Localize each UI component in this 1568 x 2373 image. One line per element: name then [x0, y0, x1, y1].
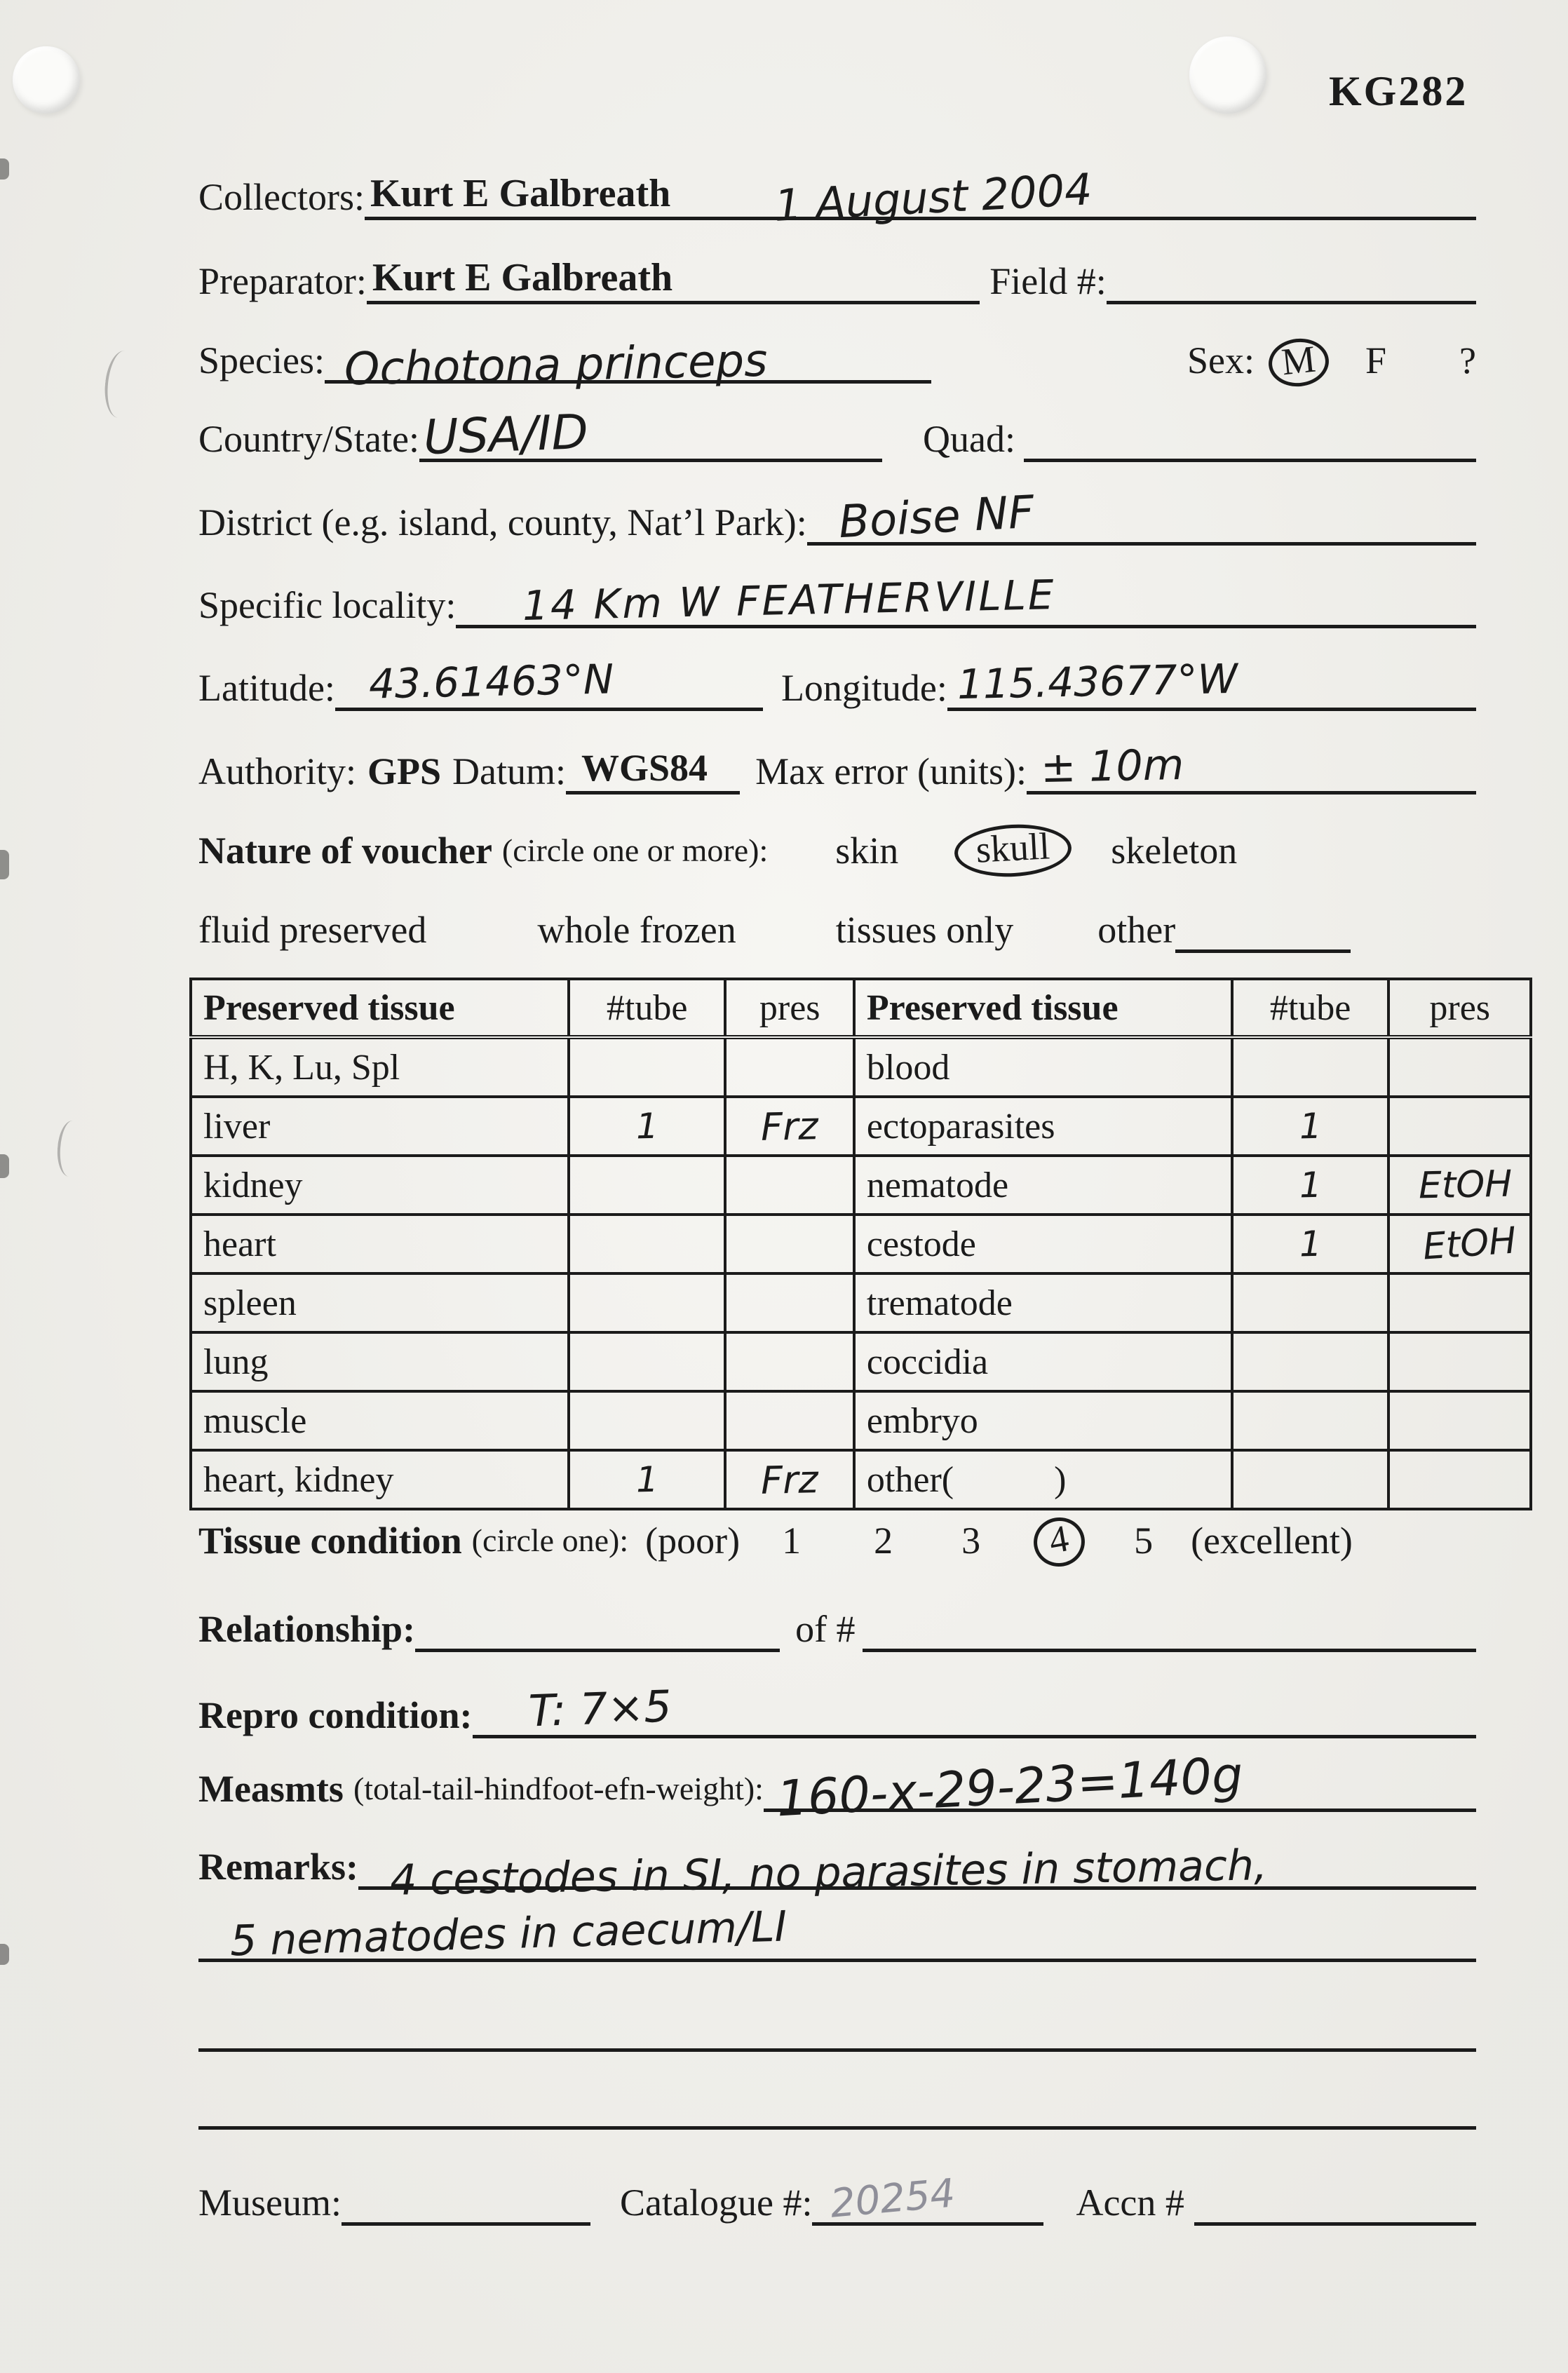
table-row	[191, 1215, 1531, 1273]
tissue-cell: heart	[191, 1215, 569, 1273]
tissue-cell: trematode	[854, 1273, 1232, 1332]
voucher-option-tissues: tissues only	[835, 909, 1014, 951]
punch-hole	[1189, 36, 1266, 114]
voucher-sub-label: (circle one or more):	[501, 832, 769, 868]
tissue-cell: ectoparasites	[854, 1097, 1232, 1156]
punch-hole	[13, 46, 80, 114]
relationship-blank	[415, 1602, 780, 1652]
species-row	[198, 334, 1476, 396]
tube-cell	[1232, 1156, 1389, 1215]
catalogue-blank	[812, 2170, 1043, 2227]
table-header-row	[191, 979, 1531, 1037]
collectors-date-handwriting: 1 August 2004	[773, 163, 1094, 231]
tube-cell	[1232, 1273, 1389, 1332]
scale-2: 2	[874, 1520, 893, 1562]
remarks-label: Remarks:	[198, 1846, 358, 1888]
pres-handwriting: Frz	[760, 1103, 819, 1149]
museum-label: Museum:	[198, 2182, 342, 2224]
tube-cell	[1232, 1450, 1389, 1509]
pres-cell	[725, 1391, 853, 1450]
tube-count-handwriting: 1	[1299, 1223, 1323, 1264]
authority-label: Authority:	[198, 750, 356, 792]
accn-label: Accn #	[1076, 2182, 1184, 2224]
page-code: KG282	[1329, 68, 1468, 114]
measmts-handwriting: 160-x-29-23=140g	[775, 1745, 1245, 1828]
district-blank	[807, 486, 1476, 549]
tissue-cell: kidney	[191, 1156, 569, 1215]
preparator-row	[198, 258, 1476, 304]
tissue-cell: blood	[854, 1037, 1232, 1097]
scale-1: 1	[782, 1520, 802, 1562]
remarks-handwriting-line1: 4 cestodes in SI, no parasites in stomach,	[389, 1841, 1268, 1905]
scan-edge-mark	[0, 1944, 9, 1965]
locality-label: Specific locality:	[198, 584, 457, 626]
tissue-condition-row	[198, 1517, 1476, 1564]
scale-4-circled	[1034, 1517, 1085, 1564]
tube-cell	[569, 1332, 726, 1391]
preparator-typed-value: Kurt E Galbreath	[367, 255, 678, 304]
header-tube: #tube	[1232, 979, 1389, 1037]
collectors-typed-value: Kurt E Galbreath	[365, 170, 676, 220]
locality-handwriting: 14 Km W FEATHERVILLE	[522, 571, 1057, 630]
scan-edge-mark	[0, 1154, 9, 1178]
stray-mark	[102, 349, 141, 419]
tube-cell	[569, 1215, 726, 1273]
pres-cell	[725, 1156, 853, 1215]
pres-handwriting: EtOH	[1418, 1163, 1513, 1208]
latitude-blank	[335, 655, 763, 711]
voucher-option-fluid: fluid preserved	[198, 909, 427, 951]
collectors-row	[198, 163, 1476, 231]
circle-annotation: 4	[1030, 1513, 1089, 1571]
max-error-label: Max error (units):	[755, 750, 1027, 792]
field-number-label: Field #:	[989, 260, 1107, 302]
scan-edge-mark	[0, 850, 9, 879]
sex-label: Sex:	[1187, 339, 1255, 381]
field-number-blank	[1107, 255, 1476, 304]
sex-option-female: F	[1365, 339, 1387, 381]
country-label: Country/State:	[198, 418, 419, 460]
header-preserved-tissue: Preserved tissue	[854, 979, 1232, 1037]
locality-row	[198, 571, 1476, 630]
voucher-option-skeleton: skeleton	[1111, 830, 1238, 872]
remarks-blank-2	[198, 1902, 1476, 1966]
sex-option-male-circled	[1269, 337, 1329, 384]
tissue-cell: H, K, Lu, Spl	[191, 1037, 569, 1097]
species-handwriting: Ochotona princeps	[344, 334, 769, 396]
stray-mark	[55, 1120, 86, 1177]
table-row	[191, 1332, 1531, 1391]
pres-cell	[1388, 1332, 1531, 1391]
tissue-cell: muscle	[191, 1391, 569, 1450]
relationship-label: Relationship:	[198, 1608, 416, 1650]
header-pres: pres	[725, 979, 853, 1037]
country-row	[198, 404, 1476, 466]
district-row	[198, 486, 1476, 549]
relationship-of-blank	[863, 1602, 1476, 1652]
measmts-blank	[764, 1745, 1476, 1828]
tube-cell	[1232, 1097, 1389, 1156]
table-row	[191, 1273, 1531, 1332]
datum-underscore	[566, 745, 581, 795]
accn-blank	[1194, 2176, 1476, 2226]
voucher-option-skin: skin	[835, 830, 899, 872]
repro-condition-row	[198, 1680, 1476, 1738]
authority-row	[198, 740, 1476, 795]
repro-handwriting: T: 7×5	[527, 1680, 673, 1737]
measmts-label: Measmts	[198, 1768, 344, 1810]
catalogue-label: Catalogue #:	[620, 2182, 813, 2224]
measmts-sub-label: (total-tail-hindfoot-efn-weight):	[353, 1771, 764, 1806]
pres-cell	[725, 1273, 853, 1332]
blank-rule-line	[198, 2048, 1476, 2052]
district-label: District (e.g. island, county, Nat’l Park):	[198, 501, 807, 543]
tube-count-handwriting: 1	[1299, 1164, 1323, 1205]
tube-cell	[569, 1037, 726, 1097]
longitude-label: Longitude:	[780, 667, 947, 709]
district-handwriting: Boise NF	[837, 486, 1036, 549]
voucher-option-frozen: whole frozen	[537, 909, 736, 951]
voucher-row-2	[198, 907, 1476, 953]
header-pres: pres	[1388, 979, 1531, 1037]
tube-cell	[569, 1156, 726, 1215]
table-row	[191, 1450, 1531, 1509]
remarks-handwriting-line2: 5 nematodes in caecum/LI	[229, 1902, 788, 1966]
tissue-cell: heart, kidney	[191, 1450, 569, 1509]
quad-blank	[1024, 412, 1476, 462]
pres-cell	[725, 1097, 853, 1156]
species-blank	[325, 334, 931, 396]
relationship-of-label: of #	[795, 1608, 856, 1650]
tube-cell	[569, 1391, 726, 1450]
country-blank	[419, 404, 882, 466]
datum-label: Datum:	[452, 750, 567, 792]
datum-underscore	[708, 745, 740, 795]
preserved-tissue-table	[189, 978, 1532, 1510]
tissue-cell: spleen	[191, 1273, 569, 1332]
max-error-handwriting: ± 10m	[1040, 740, 1184, 793]
relationship-row	[198, 1606, 1476, 1652]
pres-cell	[725, 1332, 853, 1391]
tube-count-handwriting: 1	[635, 1105, 659, 1147]
pres-cell	[1388, 1450, 1531, 1509]
sex-option-unknown: ?	[1459, 339, 1476, 381]
latitude-handwriting: 43.61463°N	[368, 655, 614, 708]
table-row	[191, 1391, 1531, 1450]
repro-condition-label: Repro condition:	[198, 1694, 473, 1736]
museum-blank	[342, 2176, 590, 2226]
locality-blank	[456, 571, 1476, 630]
circle-annotation: M	[1266, 336, 1332, 390]
preparator-label: Preparator:	[198, 260, 367, 302]
tissue-cell: lung	[191, 1332, 569, 1391]
longitude-handwriting: 115.43677°W	[957, 654, 1238, 709]
catalogue-number-handwriting: 20254	[828, 2170, 958, 2227]
scale-poor-label: (poor)	[645, 1520, 741, 1562]
tube-count-handwriting: 1	[1299, 1105, 1323, 1147]
repro-condition-blank	[473, 1680, 1476, 1738]
header-tube: #tube	[569, 979, 726, 1037]
measurements-row	[198, 1745, 1476, 1828]
max-error-blank	[1027, 740, 1476, 795]
latitude-label: Latitude:	[198, 667, 335, 709]
collectors-blank	[676, 163, 1476, 231]
tissue-cell: embryo	[854, 1391, 1232, 1450]
datum-typed-value: WGS84	[581, 745, 708, 795]
quad-label: Quad:	[922, 418, 1015, 460]
scale-excellent-label: (excellent)	[1191, 1520, 1353, 1562]
pres-cell	[1388, 1037, 1531, 1097]
scale-5: 5	[1134, 1520, 1154, 1562]
museum-row	[198, 2170, 1476, 2227]
authority-typed-value: GPS	[367, 750, 442, 792]
table-row	[191, 1037, 1531, 1097]
tube-cell	[1232, 1215, 1389, 1273]
tube-cell	[1232, 1391, 1389, 1450]
tissue-cell: liver	[191, 1097, 569, 1156]
blank-rule-line	[198, 2126, 1476, 2130]
voucher-other-blank	[1175, 903, 1351, 953]
pres-cell	[1388, 1215, 1531, 1273]
scale-3: 3	[961, 1520, 981, 1562]
pres-cell	[725, 1450, 853, 1509]
tissue-cell: other( )	[854, 1450, 1232, 1509]
scan-edge-mark	[0, 158, 9, 180]
tissue-condition-sub-label: (circle one):	[471, 1522, 629, 1558]
pres-cell	[1388, 1391, 1531, 1450]
pres-cell	[725, 1037, 853, 1097]
tissue-condition-label: Tissue condition	[198, 1520, 462, 1562]
pres-cell	[1388, 1097, 1531, 1156]
pres-handwriting: EtOH	[1421, 1219, 1518, 1269]
species-label: Species:	[198, 339, 325, 381]
remarks-blank	[358, 1840, 1476, 1905]
coordinates-row	[198, 654, 1476, 711]
pres-handwriting: Frz	[760, 1456, 819, 1503]
pres-cell	[725, 1215, 853, 1273]
preparator-blank	[678, 255, 980, 304]
table-row	[191, 1097, 1531, 1156]
tube-cell	[1232, 1037, 1389, 1097]
voucher-label: Nature of voucher	[198, 830, 492, 872]
tube-cell	[1232, 1332, 1389, 1391]
tissue-cell: cestode	[854, 1215, 1232, 1273]
remarks-row-2	[198, 1902, 1476, 1966]
pres-cell	[1388, 1156, 1531, 1215]
remarks-row	[198, 1841, 1476, 1905]
tube-cell	[569, 1273, 726, 1332]
collectors-label: Collectors:	[198, 176, 365, 218]
voucher-option-skull-circled	[954, 827, 1072, 874]
tube-cell	[569, 1097, 726, 1156]
pres-cell	[1388, 1273, 1531, 1332]
longitude-blank	[947, 654, 1476, 711]
country-handwriting: USA/ID	[422, 404, 590, 466]
tissue-cell: nematode	[854, 1156, 1232, 1215]
tube-cell	[569, 1450, 726, 1509]
tissue-cell: coccidia	[854, 1332, 1232, 1391]
table-row	[191, 1156, 1531, 1215]
voucher-option-other: other	[1097, 909, 1176, 951]
circle-annotation: skull	[953, 822, 1073, 880]
voucher-row	[198, 827, 1476, 874]
tube-count-handwriting: 1	[635, 1459, 659, 1500]
header-preserved-tissue: Preserved tissue	[191, 979, 569, 1037]
